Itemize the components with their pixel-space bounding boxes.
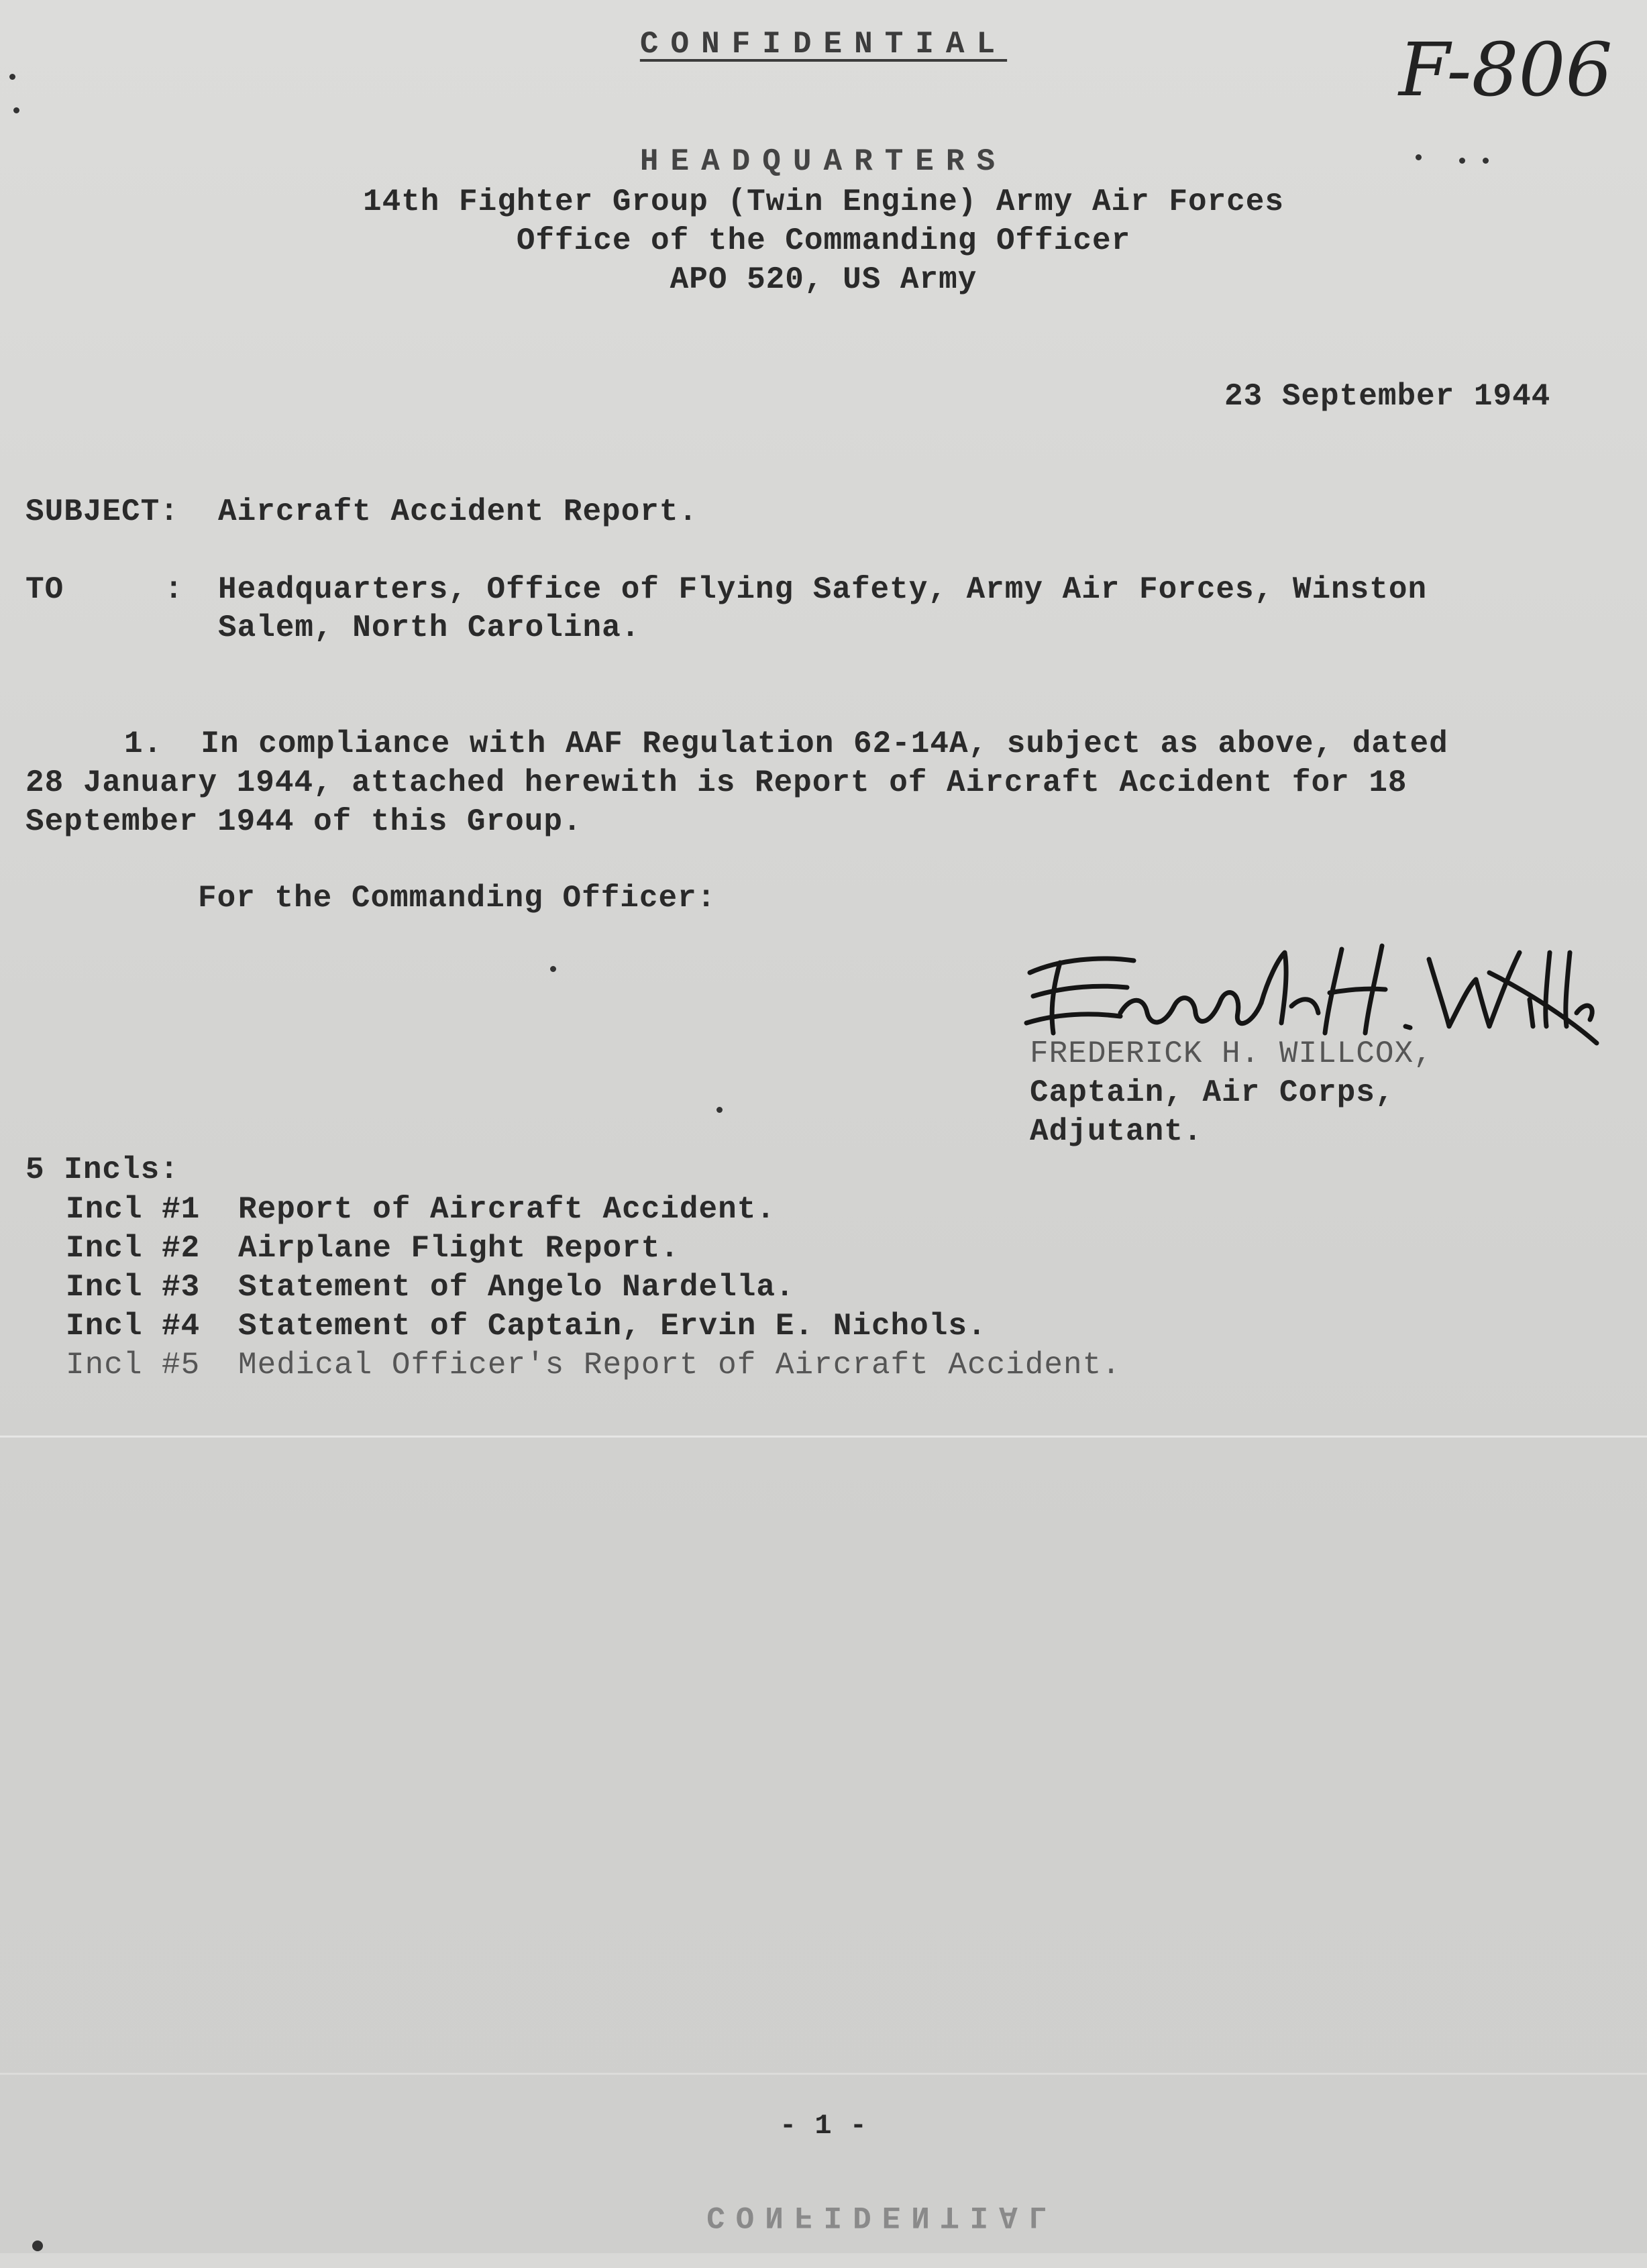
inclosure-text: Medical Officer's Report of Aircraft Accident. [238, 1348, 1121, 1383]
signer-name: FREDERICK H. WILLCOX, [1030, 1036, 1433, 1071]
signature-scrawl [1020, 932, 1603, 1053]
signer-title: Adjutant. [1030, 1114, 1203, 1149]
inclosure-number: Incl #2 [66, 1231, 201, 1266]
inclosure-number: Incl #5 [66, 1348, 201, 1383]
to-address-line1: Headquarters, Office of Flying Safety, Army Air Forces, Winston [218, 572, 1428, 607]
speck [716, 1107, 723, 1113]
classification-bottom [0, 2163, 1647, 2268]
inclosure-number: Incl #1 [66, 1192, 201, 1227]
to-address-line2: Salem, North Carolina. [218, 610, 641, 645]
inclosure-text: Airplane Flight Report. [238, 1231, 680, 1266]
paper-fold-line [0, 2073, 1647, 2075]
speck [9, 74, 15, 80]
to-label: TO [25, 572, 64, 607]
speck [32, 2240, 43, 2251]
to-separator: : [164, 572, 184, 607]
inclosure-number: Incl #4 [66, 1309, 201, 1344]
subject-label: SUBJECT: [25, 494, 179, 529]
inclosure-text: Statement of Angelo Nardella. [238, 1270, 795, 1305]
inclosure-number: Incl #3 [66, 1270, 201, 1305]
subject-text: Aircraft Accident Report. [218, 494, 698, 529]
letter-date: 23 September 1944 [1224, 379, 1551, 414]
file-number: F-806 [1399, 27, 1613, 113]
classification-bottom-text: CONFIDENTIAL [706, 2198, 1058, 2233]
closing-line: For the Commanding Officer: [198, 881, 716, 916]
signer-rank: Captain, Air Corps, [1030, 1075, 1395, 1110]
paragraph-1-line2: 28 January 1944, attached herewith is Report of Aircraft Accident for 18 [25, 765, 1407, 800]
inclosure-text: Statement of Captain, Ervin E. Nichols. [238, 1309, 987, 1344]
inclosures-label: 5 Incls: [25, 1152, 179, 1187]
speck [13, 107, 19, 113]
speck [550, 966, 556, 972]
paragraph-1-line3: September 1944 of this Group. [25, 804, 582, 839]
page-number: - 1 - [779, 2110, 868, 2142]
letterhead-office: Office of the Commanding Officer [516, 223, 1131, 258]
paper-fold-line [0, 1436, 1647, 1438]
letterhead-unit: 14th Fighter Group (Twin Engine) Army Air Forces [362, 184, 1284, 219]
letterhead-title: HEADQUARTERS [639, 144, 1008, 179]
inclosure-text: Report of Aircraft Accident. [238, 1192, 776, 1227]
letterhead-apo: APO 520, US Army [670, 262, 977, 297]
classification-top: CONFIDENTIAL [639, 27, 1008, 62]
paragraph-1-line1: 1. In compliance with AAF Regulation 62-14A, subject as above, dated [124, 726, 1448, 761]
